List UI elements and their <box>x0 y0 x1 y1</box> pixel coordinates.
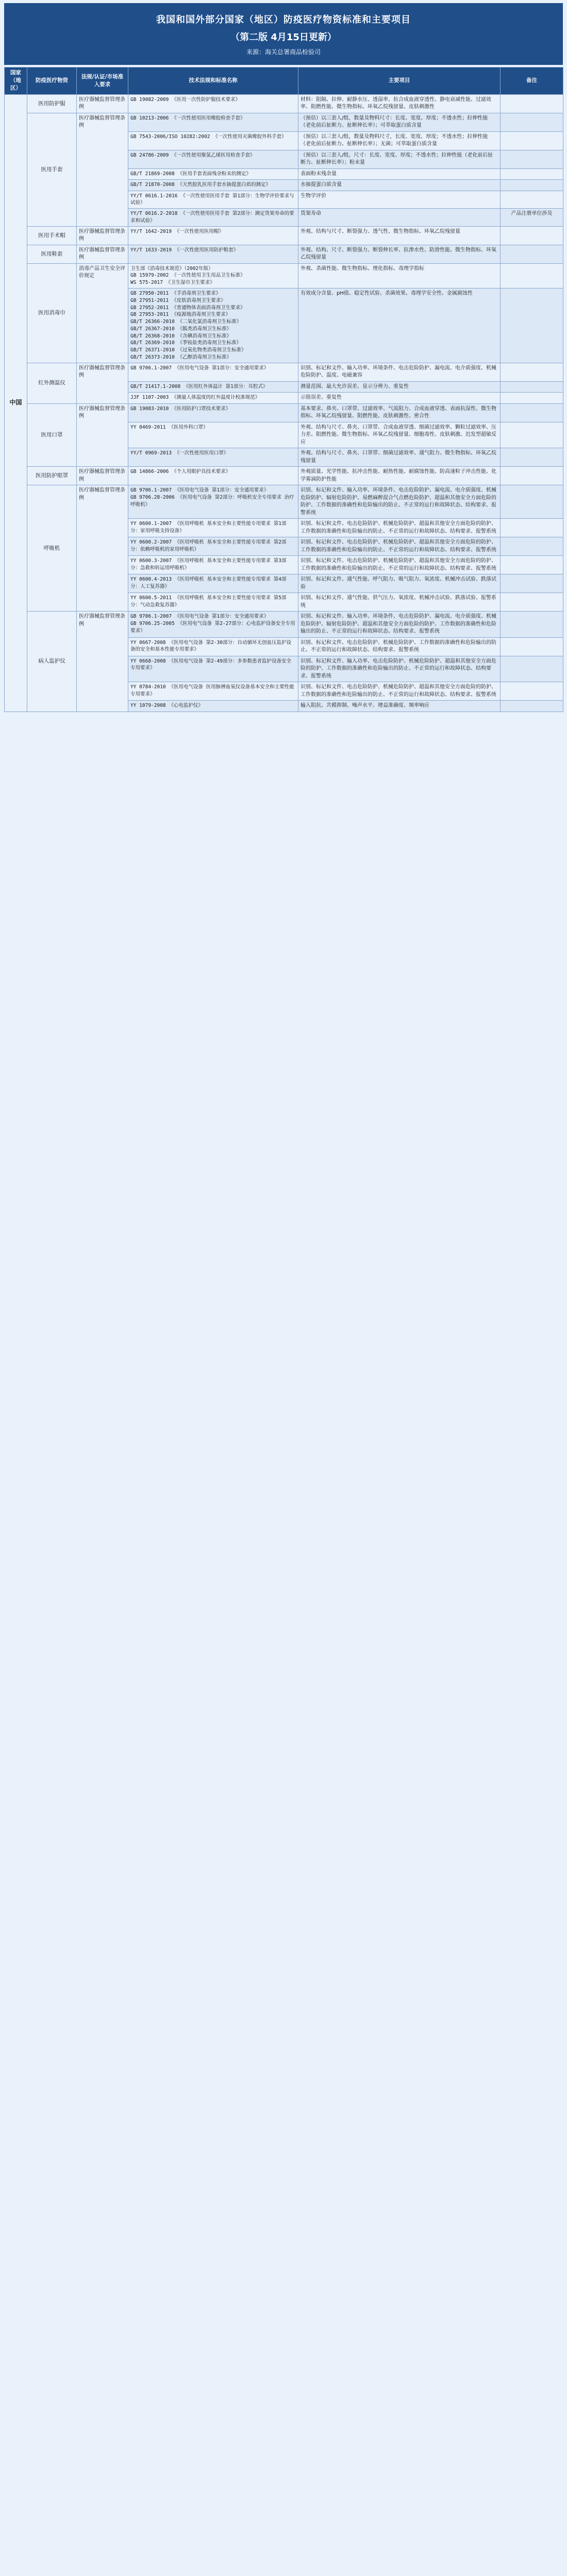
regulation-cell: 医疗器械监督管理条例 <box>77 94 128 113</box>
table-row <box>5 612 563 638</box>
note-cell <box>501 485 563 519</box>
category-cell: 医用手套 <box>27 113 77 226</box>
items-cell: 外观、结构、尺寸、断裂强力、断裂伸长率、抗渗水性、防滑性能、微生物指标、环氧乙烷残留量 <box>298 245 501 263</box>
items-cell: 外观、结构与尺寸、鼻夹、口罩带、细菌过滤效率、通气阻力、微生物指标、环氧乙烷残留量 <box>298 448 501 467</box>
note-cell <box>501 519 563 537</box>
regulation-cell: 医疗器械监督管理条例 <box>77 403 128 467</box>
note-cell <box>501 131 563 150</box>
standard-cell: YY 0668-2008 《医用电气设备 第2-49部分：多参数患者监护设备安全专用要求》 <box>128 656 298 682</box>
column-header: 防疫医疗物资 <box>27 67 77 95</box>
items-cell: 识别、标记和文件、通气性能、供气压力、氧浓度、机械冲击试验、跌落试验、报警系统 <box>298 593 501 612</box>
table-row <box>5 113 563 131</box>
standard-cell: GB/T 21417.1-2008 《医用红外体温计 第1部分：耳腔式》 <box>128 381 298 393</box>
note-cell <box>501 289 563 363</box>
page-title: 我国和国外部分国家（地区）防疫医疗物资标准和主要项目 <box>156 14 411 25</box>
standard-cell: GB 19082-2009 《医用一次性防护服技术要求》 <box>128 94 298 113</box>
items-cell: 外观、结构与尺寸、断裂强力、透气性、微生物指标、环氧乙烷残留量 <box>298 226 501 245</box>
table-body <box>5 94 563 711</box>
standard-cell: YY 0600.1-2007 《医用呼吸机 基本安全和主要性能专用要求 第1部分：家用呼吸支持设备》 <box>128 519 298 537</box>
note-cell <box>501 363 563 381</box>
category-cell: 医用手术帽 <box>27 226 77 245</box>
items-cell: 识别、标记和文件、电击危险防护、机械危险防护、超温和其他安全方面危险的防护、工作数据的准确性和危险输出的防止、不正常的运行和故障状态、结构要求、报警系统 <box>298 682 501 701</box>
regulation-cell: 医疗器械监督管理条例 <box>77 245 128 263</box>
standard-cell: GB 27950-2011 《手消毒剂卫生要求》 GB 27951-2011 《皮肤消毒剂卫生要求》 GB 27952-2011 《普通物体表面消毒剂卫生要求》 GB 27953-2011 《疫源地消毒剂卫生要求》 GB/T 26366-2010 《二氧化氯消毒剂卫生标准》 GB/T 26367-2010 《胍类消毒剂卫生标准》 GB/T 26368-2010 《含碘消毒剂卫生标准》 GB/T 26369-2010 《季铵盐类消毒剂卫生标准》 GB/T 26371-2010 《过氧化物类消毒剂卫生标准》 GB/T 26373-2010 《乙醇消毒剂卫生标准》 <box>128 289 298 363</box>
table-row <box>5 245 563 263</box>
note-cell <box>501 422 563 448</box>
column-header: 技术法规和标准名称 <box>128 67 298 95</box>
note-cell <box>501 403 563 422</box>
note-cell <box>501 180 563 191</box>
note-cell <box>501 94 563 113</box>
note-cell <box>501 574 563 593</box>
category-cell: 医用鞋套 <box>27 245 77 263</box>
standard-cell: YY/T 0969-2013 《一次性使用医用口罩》 <box>128 448 298 467</box>
items-cell: 识别、标记和文件、电击危险防护、机械危险防护、超温和其他安全方面危险的防护、工作数据的准确性和危险输出的防止、不正常的运行和故障状态、结构要求、报警系统 <box>298 556 501 574</box>
items-cell: （预估）以三套人/组，数量及物料尺寸，长度、宽度、厚度；不透水性；拉伸性能（老化前后扯断力、扯断伸长率）；无菌；可萃取蛋白质含量 <box>298 131 501 150</box>
note-cell <box>501 556 563 574</box>
category-cell: 医用口罩 <box>27 403 77 467</box>
items-cell: 识别、标记和文件、电击危险防护、机械危险防护、超温和其他安全方面危险的防护、工作数据的准确性和危险输出的防止、不正常的运行和故障状态、结构要求、报警系统 <box>298 519 501 537</box>
note-cell <box>501 637 563 656</box>
items-cell: 有效成分含量、pH值、稳定性试验、杀菌效果、毒理学安全性、金属腐蚀性 <box>298 289 501 363</box>
category-cell: 呼吸机 <box>27 485 77 612</box>
standard-cell: YY/T 1642-2019 《一次性使用医用帽》 <box>128 226 298 245</box>
standard-cell: YY 0667-2008 《医用电气设备 第2-30部分：自动循环无创血压监护设备的安全和基本性能专用要求》 <box>128 637 298 656</box>
standard-cell: GB 7543-2006/ISO 10282:2002 《一次性使用灭菌橡胶外科手套》 <box>128 131 298 150</box>
country-cell: 中国 <box>5 94 27 711</box>
table-row <box>5 226 563 245</box>
note-cell <box>501 263 563 288</box>
items-cell: 材料：阻隔、拉伸、耐静水压、透湿率、抗合成血液穿透性、静电衰减性能、过滤效率、阻燃性能、微生物指标、环氧乙烷残留量、皮肤刺激性 <box>298 94 501 113</box>
regulation-cell: 医疗器械监督管理条例 <box>77 612 128 712</box>
standard-cell: GB 19083-2010 《医用防护口罩技术要求》 <box>128 403 298 422</box>
column-header: 备注 <box>501 67 563 95</box>
regulation-cell: 医疗器械监督管理条例 <box>77 113 128 226</box>
note-cell <box>501 168 563 180</box>
standard-cell: GB/T 21870-2008 《天然胶乳医用手套水抽提蛋白质的测定》 <box>128 180 298 191</box>
note-cell <box>501 593 563 612</box>
items-cell: 输入阻抗、共模抑制、噪声水平、增益准确度、频率响应 <box>298 701 501 712</box>
items-cell: 识别、标记和文件、通气性能、呼气阻力、吸气阻力、氧浓度、机械冲击试验、跌落试验 <box>298 574 501 593</box>
edition-label: （第二版 4月15日更新） <box>230 31 337 43</box>
note-cell <box>501 393 563 404</box>
standards-table <box>4 67 563 712</box>
items-cell: 生物学评价 <box>298 191 501 209</box>
regulation-cell: 医疗器械监督管理条例 <box>77 485 128 612</box>
regulation-cell: 消毒产品卫生安全评价规定 <box>77 263 128 363</box>
standard-cell: YY 0600.2-2007 《医用呼吸机 基本安全和主要性能专用要求 第2部分：依赖呼吸机的家用呼吸机》 <box>128 537 298 556</box>
column-header: 主要项目 <box>298 67 501 95</box>
items-cell: 基本要求、鼻夹、口罩带、过滤效率、气流阻力、合成血液穿透、表面抗湿性、微生物指标、环氧乙烷残留量、阻燃性能、皮肤刺激性、密合性 <box>298 403 501 422</box>
items-cell: 识别、标记和文件、输入功率、环境条件、电击危险防护、漏电流、电介质强度、机械危险防护、温度、电磁兼容 <box>298 363 501 381</box>
items-cell: 外观质量、光学性能、抗冲击性能、耐热性能、耐腐蚀性能、防高速粒子冲击性能、化学雾滴防护性能 <box>298 467 501 485</box>
note-cell <box>501 226 563 245</box>
items-cell: 水抽提蛋白质含量 <box>298 180 501 191</box>
note-cell <box>501 191 563 209</box>
items-cell: （预估）以三套人/组，尺寸：长度、宽度、厚度；不透水性；拉伸性能（老化前后扯断力、扯断伸长率）；粉末量 <box>298 150 501 168</box>
standard-cell: YY/T 0616.2-2018 《一次性使用医用手套 第2部分：测定货架寿命的要求和试验》 <box>128 209 298 227</box>
items-cell: 外观、杀菌性能、微生物指标、理化指标、毒理学指标 <box>298 263 501 288</box>
column-header: 国家（地区） <box>5 67 27 95</box>
table-row <box>5 363 563 381</box>
note-cell <box>501 612 563 638</box>
category-cell: 医用消毒巾 <box>27 263 77 363</box>
items-cell: 外观、结构与尺寸、鼻夹、口罩带、合成血液穿透、细菌过滤效率、颗粒过滤效率、压力差、阻燃性能、微生物指标、环氧乙烷残留量、细胞毒性、皮肤刺激、迟发型超敏反应 <box>298 422 501 448</box>
standard-cell: YY 1079-2008 《心电监护仪》 <box>128 701 298 712</box>
items-cell: 识别、标记和文件、电击危险防护、机械危险防护、工作数据的准确性和危险输出的防止、不正常的运行和故障状态、结构要求、报警系统 <box>298 637 501 656</box>
standard-cell: GB 24786-2009 《一次性使用聚氯乙烯医用检查手套》 <box>128 150 298 168</box>
category-cell: 病人监护仪 <box>27 612 77 712</box>
items-cell: 货架寿命 <box>298 209 501 227</box>
category-cell: 医用防护服 <box>27 94 77 113</box>
items-cell: 测量范围、最大允许误差、显示分辨力、重复性 <box>298 381 501 393</box>
items-cell: （预估）以三套人/组，数量及物料尺寸：长度、宽度、厚度；不透水性；拉伸性能（老化前后扯断力、扯断伸长率）；可萃取蛋白质含量 <box>298 113 501 131</box>
title-banner <box>4 3 563 65</box>
items-cell: 识别、标记和文件、输入功率、环境条件、电击危险防护、漏电流、电介质强度、机械危险防护、辐射危险防护、易燃麻醉混合气点燃危险防护、超温和其他安全方面危险的防护、工作数据的准确性和危险输出的防止、不正常的运行和故障状态、结构要求、报警系统 <box>298 485 501 519</box>
items-cell: 示值误差、重复性 <box>298 393 501 404</box>
category-cell: 医用防护眼罩 <box>27 467 77 485</box>
standard-cell: GB/T 21869-2008 《医用手套表面残余粉末的测定》 <box>128 168 298 180</box>
standard-cell: YY 0784-2010 《医用电气设备 医用脉搏血氧仪设备基本安全和主要性能专用要求》 <box>128 682 298 701</box>
table-row <box>5 403 563 422</box>
items-cell: 识别、标记和文件、电击危险防护、机械危险防护、超温和其他安全方面危险的防护、工作数据的准确性和危险输出的防止、不正常的运行和故障状态、结构要求、报警系统 <box>298 537 501 556</box>
standard-cell: YY 0600.4-2013 《医用呼吸机 基本安全和主要性能专用要求 第4部分：人工复苏器》 <box>128 574 298 593</box>
standard-cell: GB 9706.1-2007 《医用电气设备 第1部分：安全通用要求》 GB 9706.28-2006 《医用电气设备 第2部分：呼吸机安全专用要求 治疗呼吸机》 <box>128 485 298 519</box>
standard-cell: 卫生部《消毒技术规范》（2002年版） GB 15979-2002 《一次性使用卫生用品卫生标准》 WS 575-2017 《卫生湿巾卫生要求》 <box>128 263 298 288</box>
note-cell <box>501 537 563 556</box>
category-cell: 红外测温仪 <box>27 363 77 403</box>
note-cell <box>501 701 563 712</box>
source-label: 来源：海关总署商品检验司 <box>246 48 321 56</box>
standard-cell: YY 0469-2011 《医用外科口罩》 <box>128 422 298 448</box>
items-cell: 识别、标记和文件、输入功率、电击危险防护、机械危险防护、超温和其他安全方面危险的防护、工作数据的准确性和危险输出的防止、不正常的运行和故障状态、结构要求、报警系统 <box>298 656 501 682</box>
note-cell <box>501 682 563 701</box>
regulation-cell: 医疗器械监督管理条例 <box>77 363 128 403</box>
items-cell: 表面粉末残余量 <box>298 168 501 180</box>
standard-cell: YY 0600.3-2007 《医用呼吸机 基本安全和主要性能专用要求 第3部分：急救和转运用呼吸机》 <box>128 556 298 574</box>
table-row <box>5 94 563 113</box>
table-row <box>5 485 563 519</box>
note-cell <box>501 467 563 485</box>
standard-cell: GB 9706.1-2007 《医用电气设备 第1部分：安全通用要求》 GB 9706.25-2005 《医用电气设备 第2-27部分：心电监护设备安全专用要求》 <box>128 612 298 638</box>
regulation-cell: 医疗器械监督管理条例 <box>77 467 128 485</box>
note-cell <box>501 113 563 131</box>
note-cell <box>501 150 563 168</box>
standard-cell: GB 14866-2006 《个人用眼护具技术要求》 <box>128 467 298 485</box>
standard-cell: YY/T 1633-2019 《一次性使用医用防护鞋套》 <box>128 245 298 263</box>
standard-cell: GB 10213-2006 《一次性使用医用橡胶检查手套》 <box>128 113 298 131</box>
standard-cell: JJF 1107-2003 《测量人体温度的红外温度计校准规范》 <box>128 393 298 404</box>
standard-cell: GB 9706.1-2007 《医用电气设备 第1部分：安全通用要求》 <box>128 363 298 381</box>
note-cell <box>501 448 563 467</box>
column-header: 法规/认证/市场准入要求 <box>77 67 128 95</box>
table-row <box>5 467 563 485</box>
table-row <box>5 263 563 288</box>
note-cell <box>501 245 563 263</box>
note-cell <box>501 381 563 393</box>
items-cell: 识别、标记和文件、输入功率、环境条件、电击危险防护、漏电流、电介质强度、机械危险防护、辐射危险防护、超温和其他安全方面危险的防护、工作数据的准确性和危险输出的防止、不正常的运行和故障状态、结构要求、报警系统 <box>298 612 501 638</box>
note-cell <box>501 656 563 682</box>
note-cell: 产品注册单位涉及 <box>501 209 563 227</box>
regulation-cell: 医疗器械监督管理条例 <box>77 226 128 245</box>
table-header-row <box>5 67 563 95</box>
standard-cell: YY/T 0616.1-2016 《一次性使用医用手套 第1部分：生物学评价要求与试验》 <box>128 191 298 209</box>
standard-cell: YY 0600.5-2011 《医用呼吸机 基本安全和主要性能专用要求 第5部分：气动急救复苏器》 <box>128 593 298 612</box>
